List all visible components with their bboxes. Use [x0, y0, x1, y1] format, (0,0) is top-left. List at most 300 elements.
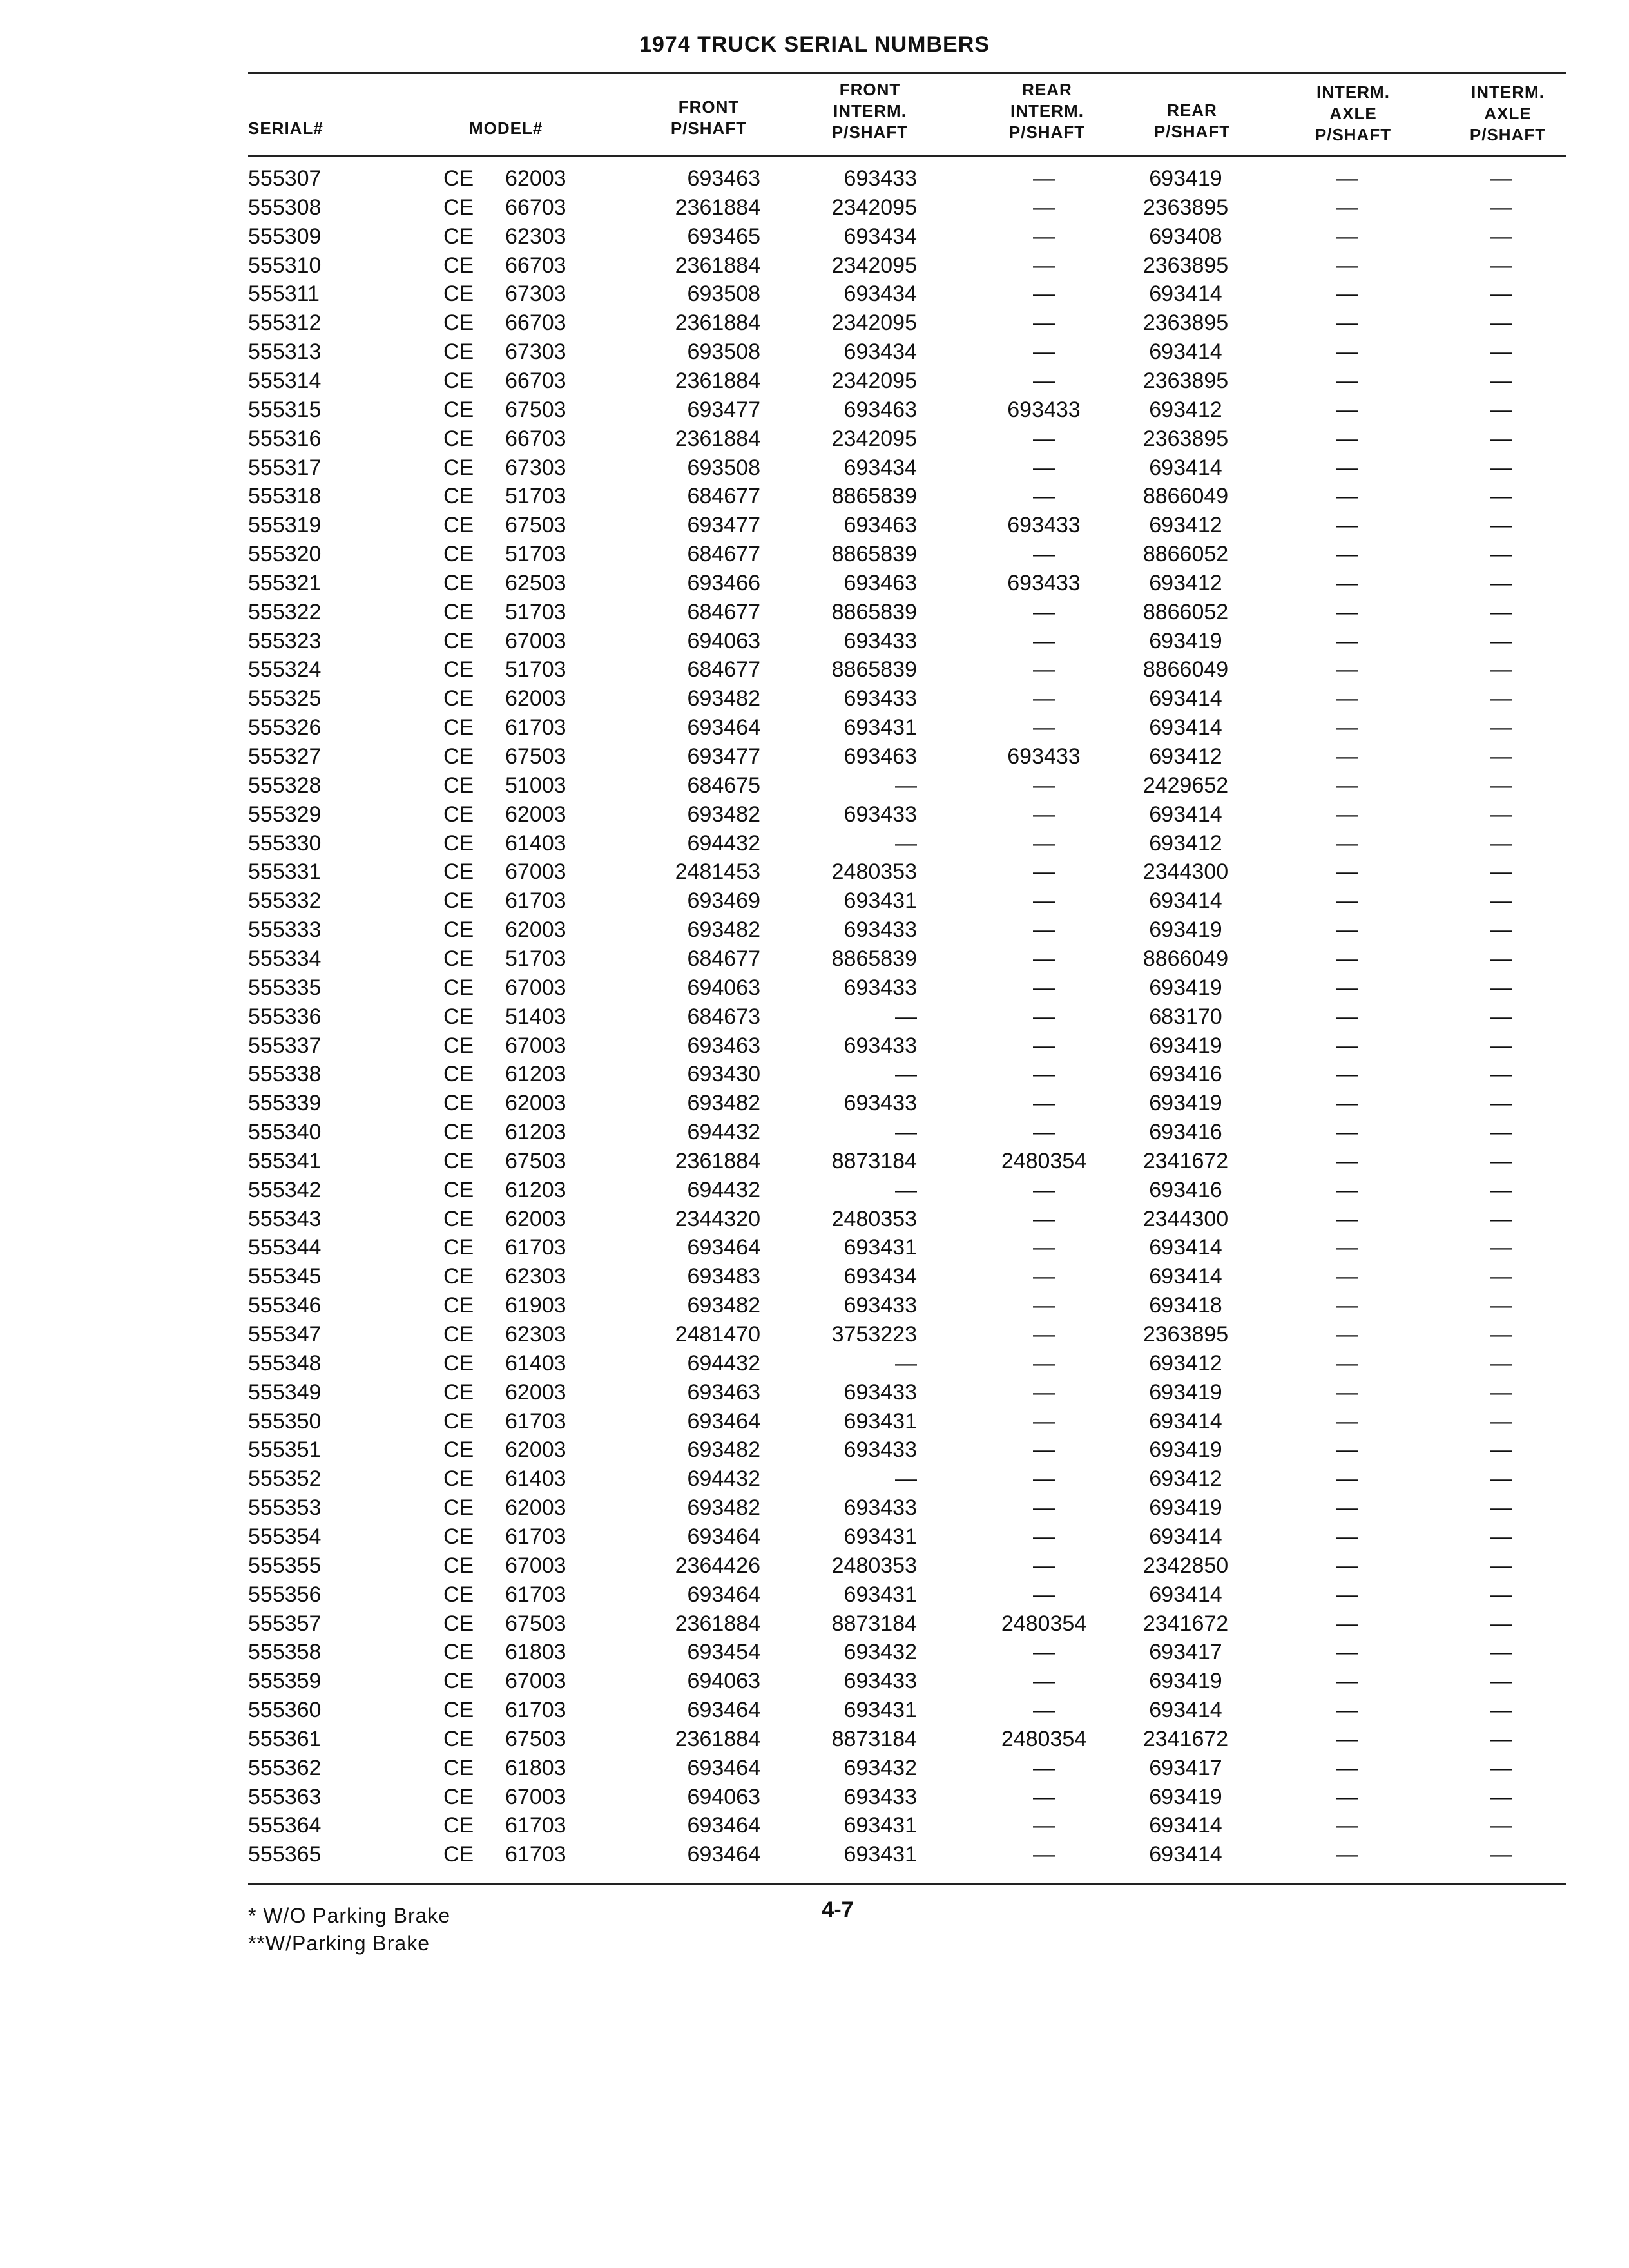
rear-pshaft: 693412 — [1149, 831, 1222, 856]
front-pshaft: 693463 — [687, 1379, 760, 1405]
model-number: 51703 — [505, 946, 566, 971]
table-row — [0, 511, 1629, 540]
front-interm-pshaft: 693433 — [843, 1033, 917, 1058]
interm-axle-pshaft-2: — — [1490, 426, 1512, 451]
header-front-interm-pshaft — [809, 79, 931, 143]
model-number: 61703 — [505, 1842, 566, 1867]
serial-number: 555346 — [248, 1293, 322, 1318]
front-pshaft: 693464 — [687, 1524, 760, 1549]
table-row — [0, 1840, 1629, 1869]
front-interm-pshaft: 8873184 — [831, 1148, 917, 1173]
model-prefix: CE — [443, 513, 474, 538]
header-line: FRONT — [839, 80, 901, 99]
interm-axle-pshaft-2: — — [1490, 975, 1512, 1000]
interm-axle-pshaft-1: — — [1336, 1148, 1358, 1173]
front-interm-pshaft: 693431 — [843, 1408, 917, 1434]
rear-pshaft: 693419 — [1149, 1091, 1222, 1116]
front-pshaft: 693482 — [687, 686, 760, 711]
interm-axle-pshaft-1: — — [1336, 1784, 1358, 1809]
model-prefix: CE — [443, 1062, 474, 1087]
interm-axle-pshaft-2: — — [1490, 628, 1512, 653]
header-line: INTERM. — [1010, 101, 1084, 120]
front-interm-pshaft: 693433 — [843, 975, 917, 1000]
table-row — [0, 1118, 1629, 1147]
model-number: 67503 — [505, 1148, 566, 1173]
interm-axle-pshaft-2: — — [1490, 311, 1512, 336]
rear-interm-pshaft: — — [1033, 831, 1055, 856]
rear-interm-pshaft: — — [1033, 889, 1055, 914]
interm-axle-pshaft-1: — — [1336, 686, 1358, 711]
serial-number: 555316 — [248, 426, 322, 451]
rear-interm-pshaft: — — [1033, 975, 1055, 1000]
interm-axle-pshaft-1: — — [1336, 802, 1358, 827]
rear-interm-pshaft: — — [1033, 686, 1055, 711]
front-pshaft: 693430 — [687, 1062, 760, 1087]
table-row — [0, 974, 1629, 1003]
front-pshaft: 693508 — [687, 282, 760, 307]
model-prefix: CE — [443, 773, 474, 798]
interm-axle-pshaft-2: — — [1490, 1091, 1512, 1116]
serial-number: 555335 — [248, 975, 322, 1000]
front-pshaft: 693482 — [687, 1495, 760, 1521]
model-number: 61703 — [505, 1813, 566, 1838]
interm-axle-pshaft-1: — — [1336, 1669, 1358, 1694]
model-prefix: CE — [443, 860, 474, 885]
table-row — [0, 627, 1629, 656]
model-prefix: CE — [443, 570, 474, 595]
interm-axle-pshaft-1: — — [1336, 1524, 1358, 1549]
table-row — [0, 1060, 1629, 1089]
interm-axle-pshaft-2: — — [1490, 484, 1512, 509]
serial-number: 555345 — [248, 1264, 322, 1289]
interm-axle-pshaft-2: — — [1490, 166, 1512, 191]
interm-axle-pshaft-1: — — [1336, 860, 1358, 885]
interm-axle-pshaft-1: — — [1336, 1842, 1358, 1867]
rear-interm-pshaft: — — [1033, 340, 1055, 365]
model-number: 67003 — [505, 1553, 566, 1578]
serial-number: 555320 — [248, 542, 322, 567]
model-number: 61703 — [505, 1582, 566, 1607]
serial-number: 555308 — [248, 195, 322, 220]
interm-axle-pshaft-1: — — [1336, 1726, 1358, 1751]
interm-axle-pshaft-1: — — [1336, 1611, 1358, 1636]
model-number: 51003 — [505, 773, 566, 798]
rear-pshaft: 693414 — [1149, 715, 1222, 740]
header-line: P/SHAFT — [831, 122, 909, 142]
serial-number: 555349 — [248, 1379, 322, 1405]
model-prefix: CE — [443, 802, 474, 827]
serial-number: 555338 — [248, 1062, 322, 1087]
header-line: P/SHAFT — [1315, 125, 1392, 144]
model-prefix: CE — [443, 686, 474, 711]
interm-axle-pshaft-1: — — [1336, 1755, 1358, 1780]
table-row — [0, 338, 1629, 367]
front-pshaft: 693477 — [687, 744, 760, 769]
front-pshaft: 2361884 — [675, 253, 760, 278]
table-row — [0, 1667, 1629, 1696]
front-interm-pshaft: 693431 — [843, 1582, 917, 1607]
rear-pshaft: 2342850 — [1142, 1553, 1229, 1578]
rear-pshaft: 693414 — [1149, 1264, 1222, 1289]
serial-number: 555363 — [248, 1784, 322, 1809]
front-pshaft: 694063 — [687, 1669, 760, 1694]
header-line: P/SHAFT — [670, 119, 747, 138]
interm-axle-pshaft-1: — — [1336, 1322, 1358, 1347]
rear-pshaft: 2429652 — [1142, 773, 1229, 798]
rear-pshaft: 693418 — [1149, 1293, 1222, 1318]
interm-axle-pshaft-1: — — [1336, 570, 1358, 595]
front-pshaft: 693464 — [687, 1408, 760, 1434]
model-prefix: CE — [443, 1698, 474, 1723]
rear-interm-pshaft: — — [1033, 195, 1055, 220]
model-prefix: CE — [443, 1582, 474, 1607]
rear-interm-pshaft: — — [1033, 1669, 1055, 1694]
table-row — [0, 771, 1629, 800]
front-interm-pshaft: 2480353 — [831, 860, 917, 885]
rear-pshaft: 693414 — [1149, 1235, 1222, 1260]
header-line: AXLE — [1484, 104, 1532, 123]
model-prefix: CE — [443, 1813, 474, 1838]
rear-interm-pshaft: — — [1033, 224, 1055, 249]
front-pshaft: 694432 — [687, 1466, 760, 1492]
front-interm-pshaft: — — [895, 1350, 917, 1376]
rear-interm-pshaft: — — [1033, 1062, 1055, 1087]
rear-interm-pshaft: 693433 — [1007, 397, 1081, 422]
rear-interm-pshaft: — — [1033, 1437, 1055, 1463]
interm-axle-pshaft-1: — — [1336, 715, 1358, 740]
model-number: 51403 — [505, 1004, 566, 1029]
rear-interm-pshaft: — — [1033, 1582, 1055, 1607]
rear-pshaft: 693412 — [1149, 513, 1222, 538]
front-interm-pshaft: 693433 — [843, 1293, 917, 1318]
interm-axle-pshaft-2: — — [1490, 1582, 1512, 1607]
interm-axle-pshaft-2: — — [1490, 397, 1512, 422]
interm-axle-pshaft-1: — — [1336, 1091, 1358, 1116]
front-pshaft: 684675 — [687, 773, 760, 798]
front-pshaft: 693466 — [687, 570, 760, 595]
rear-pshaft: 693417 — [1149, 1640, 1222, 1665]
rear-interm-pshaft: — — [1033, 282, 1055, 307]
interm-axle-pshaft-1: — — [1336, 1437, 1358, 1463]
interm-axle-pshaft-2: — — [1490, 946, 1512, 971]
table-row — [0, 482, 1629, 511]
rear-interm-pshaft: — — [1033, 1553, 1055, 1578]
table-row — [0, 1291, 1629, 1320]
front-interm-pshaft: 693431 — [843, 889, 917, 914]
front-interm-pshaft: 693431 — [843, 715, 917, 740]
serial-number: 555334 — [248, 946, 322, 971]
model-number: 66703 — [505, 253, 566, 278]
rear-interm-pshaft: — — [1033, 253, 1055, 278]
rear-pshaft: 2363895 — [1142, 253, 1229, 278]
interm-axle-pshaft-2: — — [1490, 1235, 1512, 1260]
serial-number: 555364 — [248, 1813, 322, 1838]
front-interm-pshaft: 2480353 — [831, 1553, 917, 1578]
front-pshaft: 2364426 — [675, 1553, 760, 1578]
table-row — [0, 1407, 1629, 1436]
front-pshaft: 693464 — [687, 1842, 760, 1867]
model-number: 66703 — [505, 311, 566, 336]
front-interm-pshaft: — — [895, 1120, 917, 1145]
rear-pshaft: 693414 — [1149, 282, 1222, 307]
serial-number: 555355 — [248, 1553, 322, 1578]
interm-axle-pshaft-1: — — [1336, 1495, 1358, 1521]
interm-axle-pshaft-1: — — [1336, 1264, 1358, 1289]
table-row — [0, 1205, 1629, 1234]
rear-pshaft: 693412 — [1149, 570, 1222, 595]
model-prefix: CE — [443, 484, 474, 509]
rear-pshaft: 693419 — [1149, 1437, 1222, 1463]
table-row — [0, 1465, 1629, 1494]
interm-axle-pshaft-2: — — [1490, 1206, 1512, 1231]
serial-number: 555359 — [248, 1669, 322, 1694]
interm-axle-pshaft-2: — — [1490, 1755, 1512, 1780]
interm-axle-pshaft-1: — — [1336, 1120, 1358, 1145]
interm-axle-pshaft-2: — — [1490, 1437, 1512, 1463]
interm-axle-pshaft-1: — — [1336, 1350, 1358, 1376]
interm-axle-pshaft-2: — — [1490, 918, 1512, 943]
interm-axle-pshaft-1: — — [1336, 744, 1358, 769]
rear-interm-pshaft: — — [1033, 1091, 1055, 1116]
front-interm-pshaft: 693431 — [843, 1698, 917, 1723]
header-line: INTERM. — [1471, 82, 1545, 102]
rear-pshaft: 693414 — [1149, 1698, 1222, 1723]
front-interm-pshaft: 8865839 — [831, 599, 917, 624]
model-prefix: CE — [443, 1553, 474, 1578]
table-row — [0, 829, 1629, 858]
header-line: INTERM. — [833, 101, 907, 120]
serial-number: 555333 — [248, 918, 322, 943]
interm-axle-pshaft-1: — — [1336, 1640, 1358, 1665]
rear-pshaft: 693408 — [1149, 224, 1222, 249]
rear-interm-pshaft: — — [1033, 1784, 1055, 1809]
rear-pshaft: 683170 — [1149, 1004, 1222, 1029]
serial-number: 555313 — [248, 340, 322, 365]
interm-axle-pshaft-2: — — [1490, 599, 1512, 624]
interm-axle-pshaft-1: — — [1336, 1293, 1358, 1318]
rear-interm-pshaft: — — [1033, 1842, 1055, 1867]
front-pshaft: 693482 — [687, 918, 760, 943]
table-row — [0, 598, 1629, 627]
table-row — [0, 1783, 1629, 1812]
model-number: 61803 — [505, 1755, 566, 1780]
model-prefix: CE — [443, 744, 474, 769]
model-prefix: CE — [443, 831, 474, 856]
table-row — [0, 1378, 1629, 1407]
front-pshaft: 2361884 — [675, 426, 760, 451]
rear-pshaft: 2341672 — [1142, 1148, 1229, 1173]
rear-pshaft: 693412 — [1149, 744, 1222, 769]
rear-pshaft: 8866052 — [1142, 542, 1229, 567]
header-interm-axle-pshaft-2 — [1450, 82, 1566, 146]
serial-number: 555340 — [248, 1120, 322, 1145]
rear-interm-pshaft: 693433 — [1007, 744, 1081, 769]
model-number: 61703 — [505, 1524, 566, 1549]
interm-axle-pshaft-2: — — [1490, 224, 1512, 249]
interm-axle-pshaft-2: — — [1490, 1004, 1512, 1029]
front-pshaft: 693482 — [687, 1293, 760, 1318]
model-prefix: CE — [443, 166, 474, 191]
serial-number: 555351 — [248, 1437, 322, 1463]
header-line: FRONT — [678, 97, 740, 117]
table-row — [0, 1638, 1629, 1667]
model-number: 61703 — [505, 1408, 566, 1434]
front-pshaft: 2361884 — [675, 1726, 760, 1751]
rear-pshaft: 693419 — [1149, 1495, 1222, 1521]
model-prefix: CE — [443, 1322, 474, 1347]
model-number: 66703 — [505, 426, 566, 451]
interm-axle-pshaft-1: — — [1336, 224, 1358, 249]
model-prefix: CE — [443, 195, 474, 220]
interm-axle-pshaft-2: — — [1490, 1842, 1512, 1867]
table-row — [0, 1176, 1629, 1205]
rear-pshaft: 693414 — [1149, 1408, 1222, 1434]
front-pshaft: 694432 — [687, 1350, 760, 1376]
model-number: 62303 — [505, 1264, 566, 1289]
rear-pshaft: 2344300 — [1142, 1206, 1229, 1231]
front-pshaft: 694432 — [687, 1120, 760, 1145]
interm-axle-pshaft-1: — — [1336, 253, 1358, 278]
model-prefix: CE — [443, 1293, 474, 1318]
interm-axle-pshaft-1: — — [1336, 1582, 1358, 1607]
rear-pshaft: 693412 — [1149, 397, 1222, 422]
front-pshaft: 2361884 — [675, 311, 760, 336]
serial-number: 555353 — [248, 1495, 322, 1521]
interm-axle-pshaft-1: — — [1336, 1408, 1358, 1434]
table-row — [0, 425, 1629, 454]
model-number: 61403 — [505, 831, 566, 856]
rear-pshaft: 693419 — [1149, 1784, 1222, 1809]
model-prefix: CE — [443, 1148, 474, 1173]
table-row — [0, 1581, 1629, 1610]
rear-pshaft: 693416 — [1149, 1062, 1222, 1087]
table-row — [0, 742, 1629, 771]
interm-axle-pshaft-2: — — [1490, 715, 1512, 740]
header-line: P/SHAFT — [1008, 122, 1086, 142]
page-number: 4-7 — [822, 1898, 854, 1922]
interm-axle-pshaft-2: — — [1490, 1813, 1512, 1838]
front-interm-pshaft: 693433 — [843, 628, 917, 653]
rear-pshaft: 693414 — [1149, 686, 1222, 711]
front-interm-pshaft: 693463 — [843, 513, 917, 538]
page-title: 1974 TRUCK SERIAL NUMBERS — [639, 32, 990, 57]
rear-pshaft: 2341672 — [1142, 1726, 1229, 1751]
interm-axle-pshaft-2: — — [1490, 1726, 1512, 1751]
rear-interm-pshaft: — — [1033, 455, 1055, 480]
model-number: 51703 — [505, 599, 566, 624]
front-interm-pshaft: 693463 — [843, 744, 917, 769]
rear-interm-pshaft: — — [1033, 802, 1055, 827]
model-prefix: CE — [443, 1379, 474, 1405]
serial-number: 555327 — [248, 744, 322, 769]
rear-pshaft: 2363895 — [1142, 311, 1229, 336]
footnote-w-parking-brake: **W/Parking Brake — [248, 1932, 430, 1955]
model-prefix: CE — [443, 1495, 474, 1521]
table-row — [0, 1262, 1629, 1291]
table-row — [0, 1696, 1629, 1725]
rear-pshaft: 693414 — [1149, 1842, 1222, 1867]
interm-axle-pshaft-2: — — [1490, 657, 1512, 682]
model-number: 67303 — [505, 340, 566, 365]
rear-interm-pshaft: — — [1033, 368, 1055, 393]
rear-interm-pshaft: — — [1033, 657, 1055, 682]
front-interm-pshaft: 8865839 — [831, 484, 917, 509]
front-pshaft: 2481453 — [675, 860, 760, 885]
interm-axle-pshaft-2: — — [1490, 1264, 1512, 1289]
rear-interm-pshaft: 2480354 — [1001, 1148, 1087, 1173]
serial-number: 555312 — [248, 311, 322, 336]
table-row — [0, 367, 1629, 396]
model-prefix: CE — [443, 1784, 474, 1809]
front-interm-pshaft: 693463 — [843, 397, 917, 422]
interm-axle-pshaft-1: — — [1336, 975, 1358, 1000]
table-bottom-rule — [248, 1883, 1566, 1885]
model-number: 62003 — [505, 802, 566, 827]
interm-axle-pshaft-2: — — [1490, 282, 1512, 307]
model-number: 62003 — [505, 166, 566, 191]
front-interm-pshaft: — — [895, 1004, 917, 1029]
front-pshaft: 693464 — [687, 715, 760, 740]
model-number: 61803 — [505, 1640, 566, 1665]
header-line: REAR — [1167, 101, 1217, 120]
header-bottom-rule — [248, 155, 1566, 157]
header-line: P/SHAFT — [1153, 122, 1231, 141]
table-row — [0, 396, 1629, 425]
front-interm-pshaft: 2342095 — [831, 195, 917, 220]
interm-axle-pshaft-1: — — [1336, 1235, 1358, 1260]
front-interm-pshaft: 693431 — [843, 1235, 917, 1260]
rear-pshaft: 2363895 — [1142, 1322, 1229, 1347]
front-pshaft: 693464 — [687, 1698, 760, 1723]
rear-interm-pshaft: 2480354 — [1001, 1611, 1087, 1636]
model-prefix: CE — [443, 1640, 474, 1665]
model-number: 67003 — [505, 628, 566, 653]
front-pshaft: 684677 — [687, 542, 760, 567]
serial-number: 555331 — [248, 860, 322, 885]
model-number: 62303 — [505, 1322, 566, 1347]
interm-axle-pshaft-2: — — [1490, 542, 1512, 567]
rear-interm-pshaft: — — [1033, 1177, 1055, 1202]
table-row — [0, 1754, 1629, 1783]
table-row — [0, 1320, 1629, 1349]
serial-number: 555323 — [248, 628, 322, 653]
rear-interm-pshaft: — — [1033, 1698, 1055, 1723]
front-pshaft: 2481470 — [675, 1322, 760, 1347]
model-number: 51703 — [505, 657, 566, 682]
front-pshaft: 693465 — [687, 224, 760, 249]
interm-axle-pshaft-1: — — [1336, 195, 1358, 220]
serial-number: 555325 — [248, 686, 322, 711]
header-front-pshaft — [651, 97, 767, 139]
front-pshaft: 693483 — [687, 1264, 760, 1289]
interm-axle-pshaft-2: — — [1490, 368, 1512, 393]
interm-axle-pshaft-1: — — [1336, 831, 1358, 856]
rear-pshaft: 693419 — [1149, 628, 1222, 653]
rear-interm-pshaft: — — [1033, 1755, 1055, 1780]
model-number: 67503 — [505, 1726, 566, 1751]
serial-number: 555354 — [248, 1524, 322, 1549]
table-row — [0, 1147, 1629, 1176]
rear-interm-pshaft: — — [1033, 1640, 1055, 1665]
serial-number: 555315 — [248, 397, 322, 422]
table-row — [0, 1089, 1629, 1118]
front-interm-pshaft: 2342095 — [831, 368, 917, 393]
serial-number: 555342 — [248, 1177, 322, 1202]
model-number: 61203 — [505, 1062, 566, 1087]
model-prefix: CE — [443, 455, 474, 480]
front-interm-pshaft: 8873184 — [831, 1726, 917, 1751]
front-interm-pshaft: 693434 — [843, 455, 917, 480]
